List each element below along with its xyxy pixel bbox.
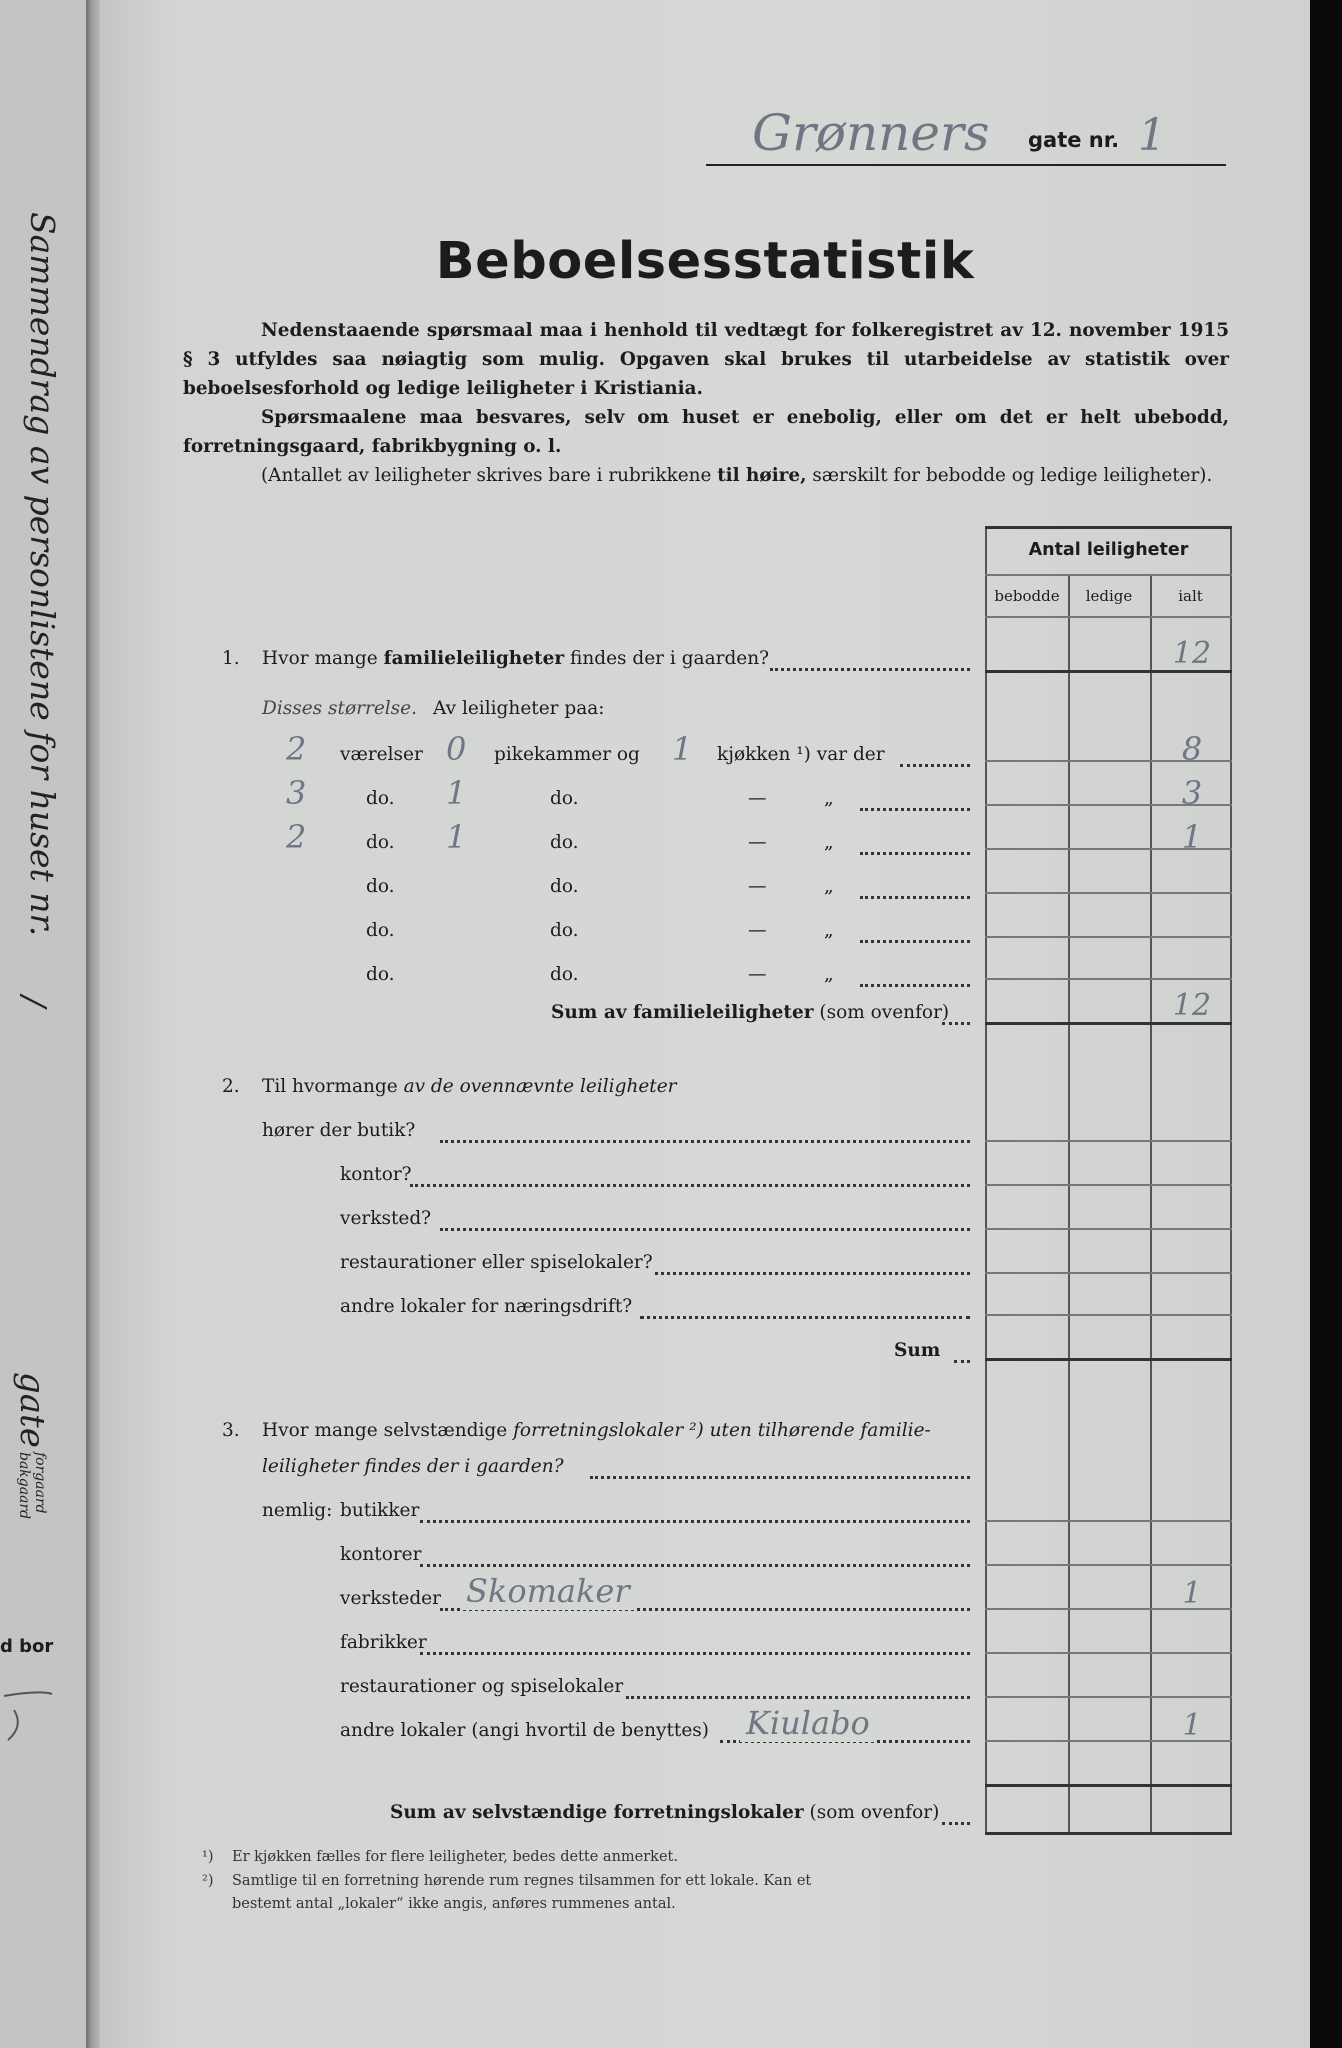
dot-leader xyxy=(860,834,970,855)
footnote-2b: bestemt antal „lokaler“ ikke angis, anføres rummenes antal. xyxy=(232,1896,676,1912)
q1-col-pikekammer: pikekammer og xyxy=(494,744,640,765)
footnote-2-mark: ²) xyxy=(202,1873,214,1889)
q1-sizes-text: Av leiligheter paa: xyxy=(433,698,605,719)
intro-text xyxy=(183,316,1229,490)
dot-leader xyxy=(860,878,970,899)
intro-p2: Spørsmaalene maa besvares, selv om huset er enebolig, eller om det er helt ubebodd, forretningsgaard, fabrikbygning o. l. xyxy=(183,407,1229,457)
q1-ditto: „ xyxy=(824,920,834,941)
q3-number: 3. xyxy=(222,1420,240,1441)
rule xyxy=(985,892,1232,894)
side-vertical-text: Sammendrag av personlistene for huset nr. xyxy=(23,212,62,937)
street-label: gate nr. xyxy=(1028,128,1120,152)
q1-sum-a: Sum av familieleiligheter xyxy=(551,1002,814,1023)
dot-leader xyxy=(860,922,970,943)
q1-question xyxy=(262,648,769,669)
side-bakgaard: bakgaard xyxy=(16,1452,32,1520)
table-header-rule xyxy=(985,574,1232,576)
q1-do-2: do. xyxy=(550,788,579,809)
q2-item-label: hører der butik? xyxy=(262,1120,416,1141)
q2-item-label: andre lokaler for næringsdrift? xyxy=(340,1296,633,1317)
side-gate: gate xyxy=(12,1372,52,1448)
q1-row-ialt-value: 3 xyxy=(1181,774,1203,812)
q1-dash: — xyxy=(748,832,767,853)
q3-item-ialt-value: 1 xyxy=(1182,1576,1202,1611)
q1-do-1: do. xyxy=(366,788,395,809)
intro-p1: Nedenstaaende spørsmaal maa i henhold til vedtægt for folkeregistret av 12. november 1915 § 3 utfyldes saa nøiagtig som mulig. Opgaven skal brukes til utarbeidelse av statistik over beboelsesforhold og ledige leiligheter i Kristiania. xyxy=(183,320,1229,399)
rule xyxy=(985,1696,1232,1698)
rule xyxy=(985,1358,1232,1361)
rule xyxy=(985,936,1232,938)
q3-item-label: fabrikker xyxy=(340,1632,427,1653)
dot-leader xyxy=(440,1122,970,1143)
q1-col-vaerelser: værelser xyxy=(340,744,423,765)
q1-ditto: „ xyxy=(824,788,834,809)
side-forgaard: forgaard xyxy=(32,1452,48,1514)
q1-sum xyxy=(551,1002,949,1023)
rule xyxy=(985,978,1232,980)
rule xyxy=(985,1652,1232,1654)
table-top-rule xyxy=(985,526,1232,529)
rule xyxy=(985,1784,1232,1787)
q1-ditto: „ xyxy=(824,876,834,897)
dot-leader xyxy=(420,1502,970,1523)
q1-number: 1. xyxy=(222,648,240,669)
q1-dash: — xyxy=(748,876,767,897)
q1-do-2: do. xyxy=(550,876,579,897)
q3-sum xyxy=(390,1802,939,1823)
q3-text-a: Hvor mange selvstændige xyxy=(262,1420,514,1441)
rule xyxy=(985,1228,1232,1230)
table-col-divider-1 xyxy=(1068,574,1070,1834)
dot-leader xyxy=(942,1004,970,1025)
q2-item-label: verksted? xyxy=(340,1208,432,1229)
q2-text-b: av de ovennævnte leiligheter xyxy=(403,1076,677,1097)
q3-text-b: forretningslokaler ²) uten tilhørende familie- xyxy=(513,1420,931,1441)
table-subheader-rule xyxy=(985,616,1232,618)
q1-do-1: do. xyxy=(366,920,395,941)
q1-kitchen-value: 1 xyxy=(672,730,693,768)
q1-sum-b: (som ovenfor) xyxy=(813,1002,950,1023)
dot-leader xyxy=(420,1634,970,1655)
dot-leader xyxy=(655,1254,970,1275)
side-slash: / xyxy=(15,996,54,1008)
q1-maid-value: 0 xyxy=(446,730,467,768)
q1-do-2: do. xyxy=(550,964,579,985)
dot-leader xyxy=(900,746,970,767)
q1-row-ialt-value: 1 xyxy=(1181,818,1203,856)
q2-text-a: Til hvormange xyxy=(262,1076,404,1097)
q1-dash: — xyxy=(748,964,767,985)
book-gutter xyxy=(86,0,100,2048)
q2-item-label: kontor? xyxy=(340,1164,412,1185)
rule xyxy=(985,1184,1232,1186)
dot-leader xyxy=(942,1804,970,1825)
table-left-border xyxy=(985,526,987,1834)
dot-leader xyxy=(640,1298,970,1319)
q3-item-label: restaurationer og spiselokaler xyxy=(340,1676,624,1697)
q1-rooms-value: 2 xyxy=(286,730,307,768)
rule xyxy=(985,1520,1232,1522)
q3-item-note-handwritten: Skomaker xyxy=(460,1572,636,1610)
q1-rooms-value: 3 xyxy=(286,774,307,812)
intro-p3 xyxy=(183,461,1229,490)
q1-do-1: do. xyxy=(366,964,395,985)
q3-item-ialt-value: 1 xyxy=(1182,1708,1202,1743)
q1-sizes-label: Disses størrelse. xyxy=(262,698,418,719)
q1-do-2: do. xyxy=(550,920,579,941)
intro-p3-b: til høire, xyxy=(717,465,807,486)
q1-do-1: do. xyxy=(366,876,395,897)
q1-ialt-value: 12 xyxy=(1172,636,1212,671)
q1-ditto: „ xyxy=(824,964,834,985)
col-ledige: ledige xyxy=(1085,587,1133,605)
q1-row-ialt-value: 8 xyxy=(1181,730,1203,768)
dot-leader xyxy=(770,650,970,671)
footnote-1: Er kjøkken fælles for flere leiligheter, bedes dette anmerket. xyxy=(232,1849,678,1865)
col-ialt: ialt xyxy=(1178,587,1203,605)
q1-do-1: do. xyxy=(366,832,395,853)
q3-nemlig: nemlig: xyxy=(262,1500,333,1521)
q1-rooms-value: 2 xyxy=(286,818,307,856)
rule xyxy=(985,1564,1232,1566)
q3-question xyxy=(262,1420,931,1441)
footnote-1-mark: ¹) xyxy=(202,1849,214,1865)
rule xyxy=(985,1140,1232,1142)
intro-p3-c: særskilt for bebodde og ledige leiligheter). xyxy=(806,465,1213,486)
q3-item-label: verksteder xyxy=(340,1588,441,1609)
form-title: Beboelsesstatistik xyxy=(435,232,975,291)
q1-sum-ialt-value: 12 xyxy=(1172,988,1212,1023)
dot-leader xyxy=(954,1342,970,1363)
street-number-handwritten: 1 xyxy=(1138,110,1166,161)
dot-leader xyxy=(590,1458,970,1479)
q1-maid-value: 1 xyxy=(446,774,467,812)
q1-ditto: „ xyxy=(824,832,834,853)
intro-p3-a: (Antallet av leiligheter skrives bare i rubrikkene xyxy=(261,465,718,486)
q3-sum-a: Sum av selvstændige forretningslokaler xyxy=(390,1802,804,1823)
dot-leader xyxy=(860,790,970,811)
q1-text-c: findes der i gaarden? xyxy=(564,648,770,669)
side-bor: d bor xyxy=(0,1636,54,1657)
q3-item-note-handwritten: Kiulabo xyxy=(740,1704,876,1742)
q1-col-kjokken: kjøkken ¹) var der xyxy=(717,744,885,765)
q1-text-b: familieleiligheter xyxy=(383,648,565,669)
q1-dash: — xyxy=(748,788,767,809)
dot-leader xyxy=(410,1166,970,1187)
col-bebodde: bebodde xyxy=(994,587,1060,605)
street-name-handwritten: Grønners xyxy=(752,104,990,162)
rule xyxy=(985,1832,1232,1835)
q1-maid-value: 1 xyxy=(446,818,467,856)
table-right-border xyxy=(1230,526,1232,1834)
q2-number: 2. xyxy=(222,1076,240,1097)
q1-dash: — xyxy=(748,920,767,941)
q3-item-label: kontorer xyxy=(340,1544,422,1565)
dot-leader xyxy=(626,1678,970,1699)
q2-item-label: restaurationer eller spiselokaler? xyxy=(340,1252,653,1273)
dot-leader xyxy=(420,1546,970,1567)
q1-do-2: do. xyxy=(550,832,579,853)
rule xyxy=(985,1272,1232,1274)
q1-text-a: Hvor mange xyxy=(262,648,384,669)
q2-sum: Sum xyxy=(894,1340,941,1361)
side-pencil-mark xyxy=(0,1686,60,1746)
dot-leader xyxy=(440,1210,970,1231)
dot-leader xyxy=(860,966,970,987)
q3-question-cont: leiligheter findes der i gaarden? xyxy=(262,1456,564,1477)
q2-question xyxy=(262,1076,677,1097)
rule xyxy=(985,1314,1232,1316)
table-title: Antal leiligheter xyxy=(1028,540,1189,560)
q3-sum-b: (som ovenfor) xyxy=(803,1802,940,1823)
footnote-2a: Samtlige til en forretning hørende rum regnes tilsammen for ett lokale. Kan et xyxy=(232,1873,812,1889)
q3-item-label: butikker xyxy=(340,1500,420,1521)
q3-item-label: andre lokaler (angi hvortil de benyttes) xyxy=(340,1720,709,1741)
